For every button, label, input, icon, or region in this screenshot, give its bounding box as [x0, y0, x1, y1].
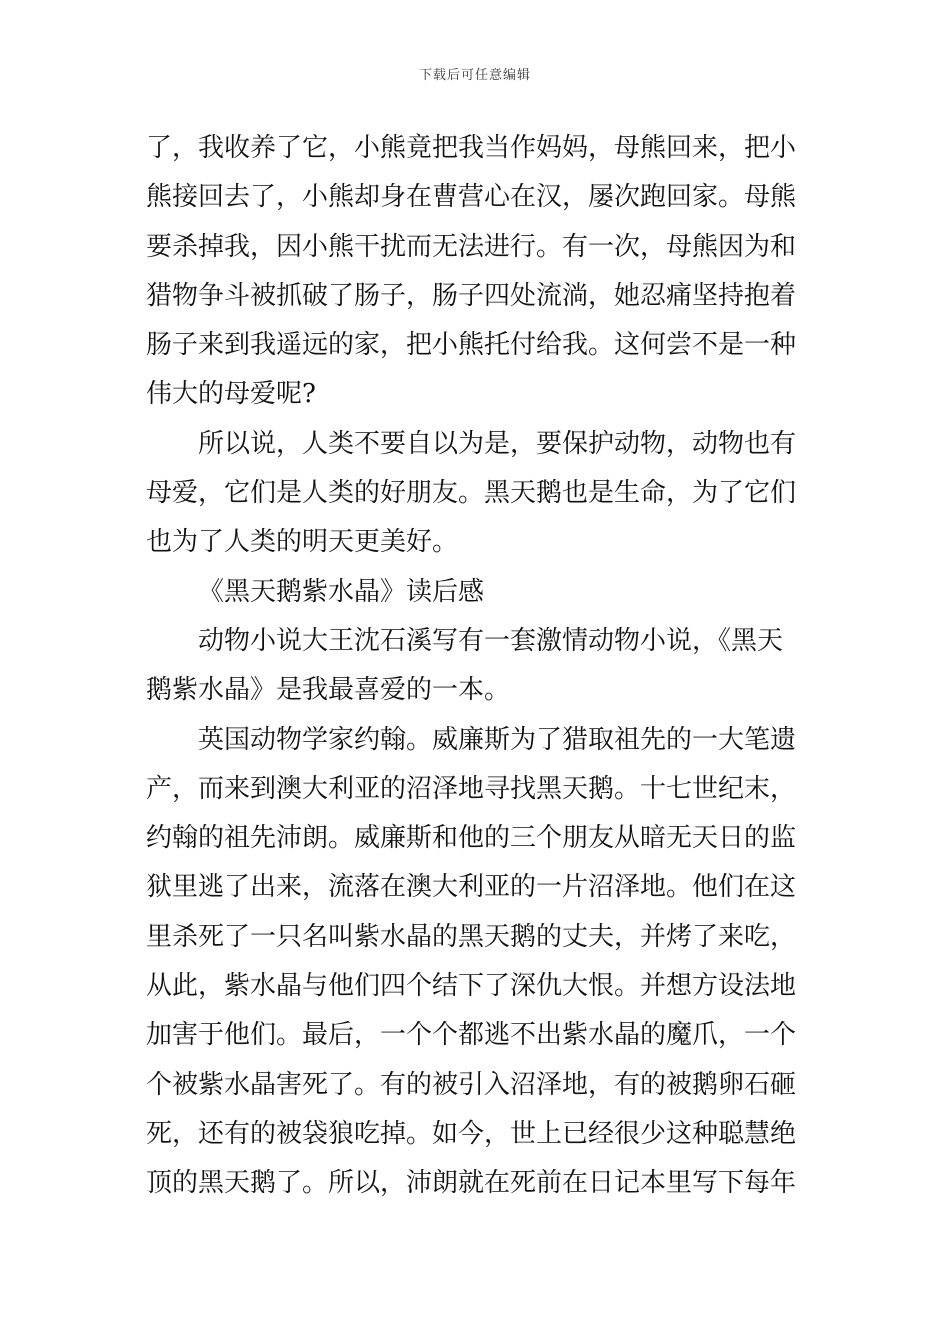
text-line: 顶的黑天鹅了。所以，沛朗就在死前在日记本里写下每年 [146, 1168, 797, 1199]
page-header: 下载后可任意编辑 [418, 68, 531, 83]
text-line: 里杀死了一只名叫紫水晶的黑天鹅的丈夫，并烤了来吃， [146, 921, 797, 952]
paragraph-first-line: 英国动物学家约翰。威廉斯为了猎取祖先的一大笔遗 [198, 724, 797, 755]
text-line: 个被紫水晶害死了。有的被引入沼泽地，有的被鹅卵石砸 [146, 1069, 797, 1100]
text-line: 产，而来到澳大利亚的沼泽地寻找黑天鹅。十七世纪末， [146, 773, 797, 804]
text-line: 要杀掉我，因小熊干扰而无法进行。有一次，母熊因为和 [146, 231, 797, 262]
document-body [146, 124, 806, 1209]
text-line: 肠子来到我遥远的家，把小熊托付给我。这何尝不是一种 [146, 330, 797, 361]
text-line: 了，我收养了它，小熊竟把我当作妈妈，母熊回来，把小 [146, 133, 797, 163]
paragraph-first-line: 动物小说大王沈石溪写有一套激情动物小说，《黑天 [198, 625, 784, 656]
text-line: 熊接回去了，小熊却身在曹营心在汉，屡次跑回家。母熊 [146, 182, 797, 213]
section-title: 《黑天鹅紫水晶》读后感 [198, 576, 485, 607]
text-line: 狱里逃了出来，流落在澳大利亚的一片沼泽地。他们在这 [146, 872, 797, 903]
text-line: 从此，紫水晶与他们四个结下了深仇大恨。并想方设法地 [146, 971, 797, 1002]
text-line: 鹅紫水晶》是我最喜爱的一本。 [146, 675, 511, 706]
text-line: 约翰的祖先沛朗。威廉斯和他的三个朋友从暗无天日的监 [146, 823, 797, 854]
text-line: 母爱，它们是人类的好朋友。黑天鹅也是生命，为了它们 [146, 478, 797, 509]
text-line: 死，还有的被袋狼吃掉。如今，世上已经很少这种聪慧绝 [146, 1118, 797, 1149]
text-line: 猎物争斗被抓破了肠子，肠子四处流淌，她忍痛坚持抱着 [146, 280, 797, 311]
paragraph-first-line: 所以说，人类不要自以为是，要保护动物，动物也有 [198, 428, 797, 459]
text-line: 伟大的母爱呢? [146, 379, 316, 410]
text-line: 加害于他们。最后，一个个都逃不出紫水晶的魔爪，一个 [146, 1020, 797, 1051]
text-line: 也为了人类的明天更美好。 [146, 527, 459, 558]
